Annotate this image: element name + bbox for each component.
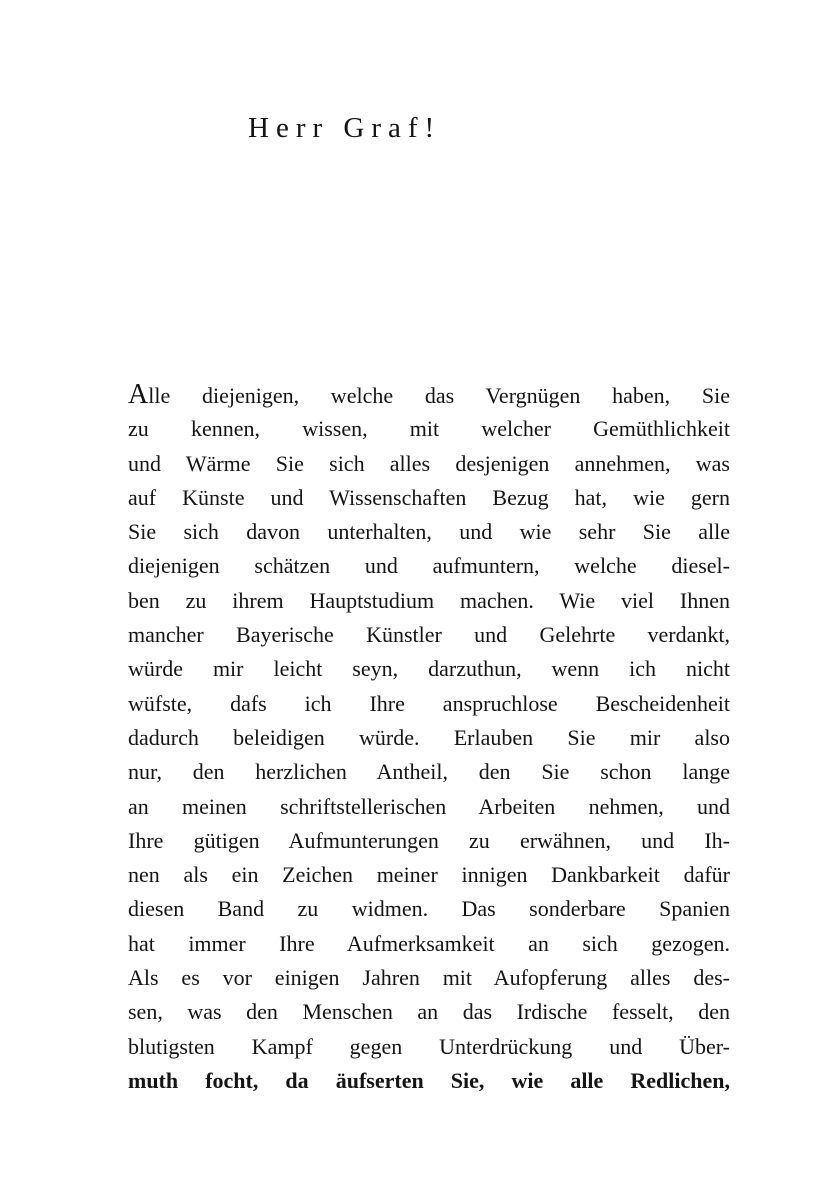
text-line: ben zu ihrem Hauptstudium machen. Wie viel Ihnen <box>128 587 730 613</box>
text-line: sen, was den Menschen an das Irdische fesselt, den <box>128 999 730 1025</box>
page-heading: Herr Graf! <box>248 112 442 144</box>
text-line: diejenigen schätzen und aufmuntern, welche diesel- <box>128 553 730 579</box>
text-line: diesen Band zu widmen. Das sonderbare Spanien <box>128 896 730 922</box>
text-line: blutigsten Kampf gegen Unterdrückung und Über- <box>128 1033 730 1059</box>
text-line: Sie sich davon unterhalten, und wie sehr Sie alle <box>128 519 730 545</box>
text-line: Alle diejenigen, welche das Vergnügen haben, Sie <box>128 379 730 410</box>
text-line: auf Künste und Wissenschaften Bezug hat, wie gern <box>128 484 730 510</box>
text-line: Ihre gütigen Aufmunterungen zu erwähnen, und Ih- <box>128 827 730 853</box>
text-line: zu kennen, wissen, mit welcher Gemüthlichkeit <box>128 416 730 442</box>
text-line: an meinen schriftstellerischen Arbeiten nehmen, und <box>128 793 730 819</box>
text-line: muth focht, da äufserten Sie, wie alle Redlichen, <box>128 1067 730 1093</box>
text-line: mancher Bayerische Künstler und Gelehrte verdankt, <box>128 622 730 648</box>
dedication-text <box>128 378 730 1098</box>
text-line: dadurch beleidigen würde. Erlauben Sie mir also <box>128 724 730 750</box>
text-line: Als es vor einigen Jahren mit Aufopferung alles des- <box>128 965 730 991</box>
text-line: hat immer Ihre Aufmerksamkeit an sich gezogen. <box>128 930 730 956</box>
text-line: würde mir leicht seyn, darzuthun, wenn ich nicht <box>128 656 730 682</box>
text-line: wüfste, dafs ich Ihre anspruchlose Bescheidenheit <box>128 690 730 716</box>
text-line: nur, den herzlichen Antheil, den Sie schon lange <box>128 759 730 785</box>
text-line: und Wärme Sie sich alles desjenigen annehmen, was <box>128 450 730 476</box>
text-line: nen als ein Zeichen meiner innigen Dankbarkeit dafür <box>128 862 730 888</box>
